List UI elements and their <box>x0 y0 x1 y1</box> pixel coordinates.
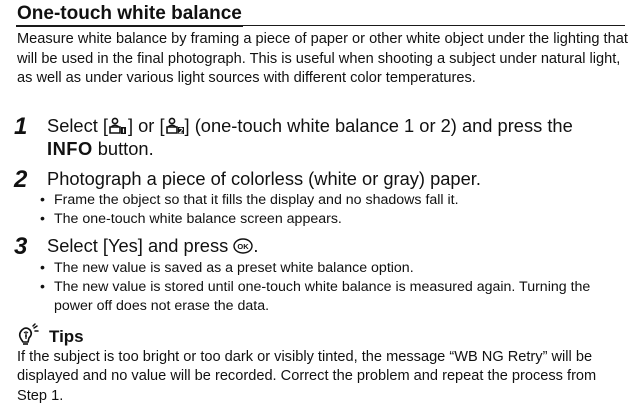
step-text: Photograph a piece of colorless (white or gray) paper. <box>47 168 481 189</box>
tips-header <box>16 322 136 348</box>
step-2 <box>14 167 634 193</box>
bullet-text: Frame the object so that it fills the display and no shadows fall it. <box>54 192 459 208</box>
step-3-bullets <box>40 259 630 316</box>
tips-lightbulb-icon <box>16 322 46 348</box>
step-text-part: ] or [ <box>127 115 165 136</box>
info-button-label: INFO <box>47 138 93 159</box>
list-item <box>40 278 630 316</box>
step-number: 2 <box>14 166 28 193</box>
list-item <box>40 210 630 229</box>
step-text-part: Select [Yes] and press <box>47 235 229 256</box>
title-rule-extension <box>243 25 625 26</box>
bullet-glyph: • <box>40 260 45 276</box>
bullet-text: The one-touch white balance screen appears. <box>54 211 342 227</box>
intro-paragraph: Measure white balance by framing a piece of paper or other white object under the lighting that will be used in the final photograph. This is useful when shooting a subject under natural light, as well as under various light sources with different color temperatures. <box>17 31 628 87</box>
tips-label: Tips <box>49 327 84 346</box>
step-text-part: Select [ <box>47 115 108 136</box>
title-underline <box>16 25 243 27</box>
step-text-part: . <box>253 235 259 256</box>
section-title: One-touch white balance <box>17 3 242 24</box>
step-text-part: ] (one-touch white balance 1 or 2) and press the <box>184 115 573 136</box>
bullet-glyph: • <box>40 192 45 208</box>
step-number: 1 <box>14 113 28 140</box>
bullet-glyph: • <box>40 279 45 295</box>
step-text <box>47 234 632 257</box>
one-touch-wb-1-icon <box>108 117 128 135</box>
ok-button-icon <box>233 236 253 252</box>
step-3 <box>14 234 634 260</box>
list-item <box>40 259 630 278</box>
step-text-part: button. <box>97 138 154 159</box>
step-2-bullets <box>40 191 630 229</box>
one-touch-wb-2-icon <box>165 117 185 135</box>
ok-icon-label: OK <box>237 242 249 251</box>
tips-text: If the subject is too bright or too dark or visibly tinted, the message “WB NG Retry” will be displayed and no value will be recorded. Correct the problem and repeat the process from Step 1. <box>17 349 597 404</box>
step-1 <box>14 114 634 164</box>
bullet-text: The new value is saved as a preset white balance option. <box>54 260 414 276</box>
bullet-text: The new value is stored until one-touch white balance is measured again. Turning the power off does not erase the data. <box>54 279 591 314</box>
step-number: 3 <box>14 233 28 260</box>
bullet-glyph: • <box>40 211 45 227</box>
list-item <box>40 191 630 210</box>
step-text <box>47 114 632 160</box>
